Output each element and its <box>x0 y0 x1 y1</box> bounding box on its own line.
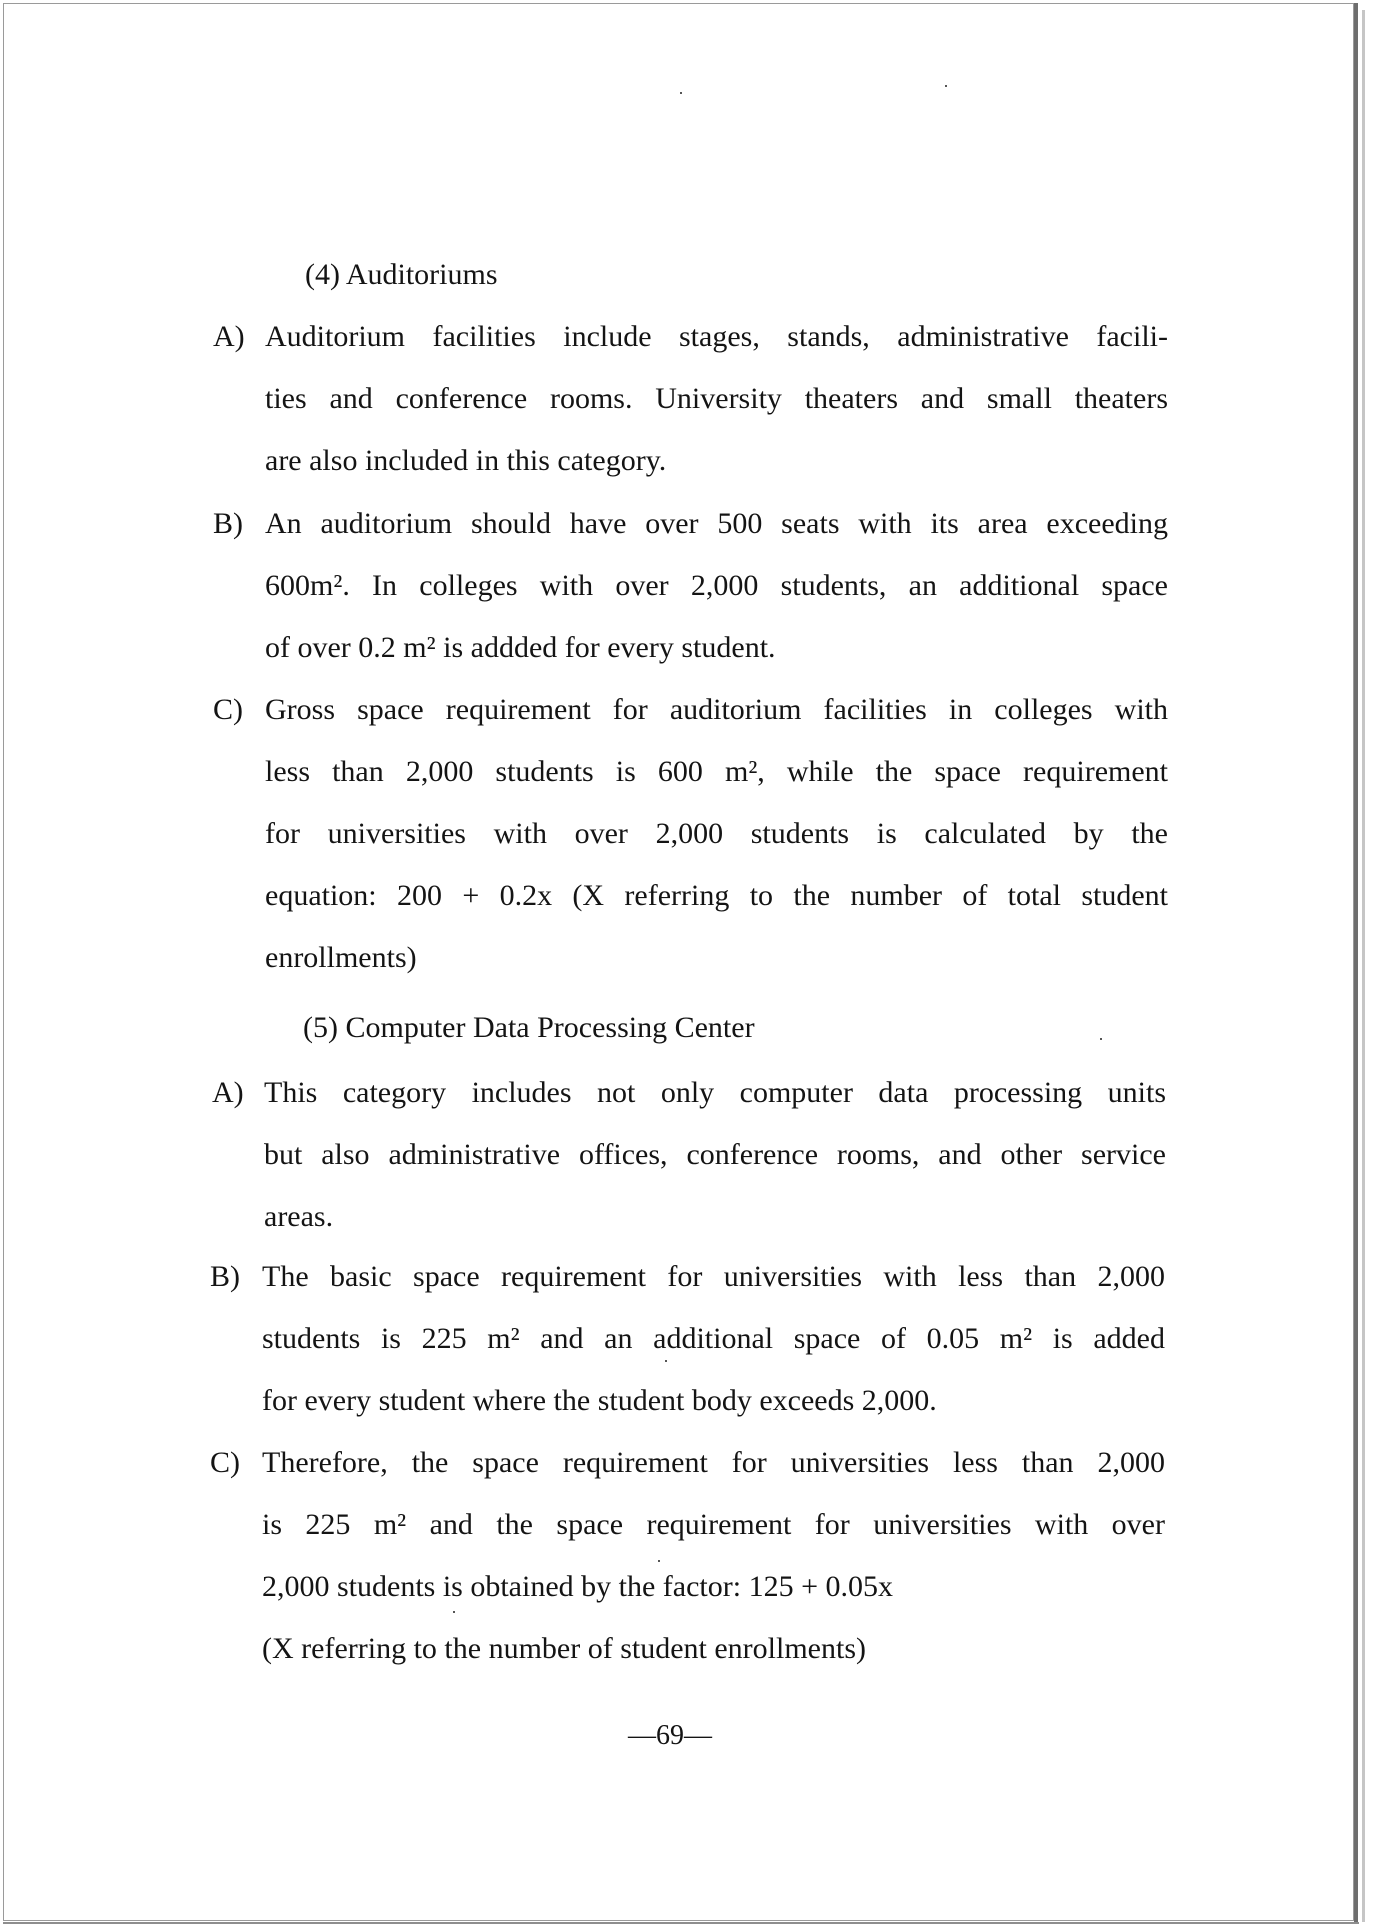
item-text <box>265 493 1168 679</box>
page-number: —69— <box>628 1720 712 1751</box>
item-label: A) <box>213 320 245 353</box>
text-line: An auditorium should have over 500 seats with its area exceeding <box>265 507 1168 540</box>
text-line: are also included in this category. <box>265 444 667 477</box>
text-line: less than 2,000 students is 600 m², while the space requirement <box>265 755 1168 788</box>
text-line: is 225 m² and the space requirement for universities with over <box>262 1508 1165 1541</box>
text-line: (X referring to the number of student enrollments) <box>262 1632 866 1665</box>
text-line: The basic space requirement for universities with less than 2,000 <box>262 1260 1165 1293</box>
section-heading: (4) Auditoriums <box>305 258 498 291</box>
text-line: 600m². In colleges with over 2,000 students, an additional space <box>265 569 1168 602</box>
scan-speck <box>1100 1038 1102 1040</box>
item-text <box>262 1246 1165 1432</box>
item-text <box>262 1432 1165 1680</box>
item-text <box>265 306 1168 492</box>
item-text <box>265 679 1168 989</box>
text-line: Gross space requirement for auditorium facilities in colleges with <box>265 693 1168 726</box>
item-label: B) <box>210 1260 240 1293</box>
item-label: A) <box>212 1076 244 1109</box>
text-line: This category includes not only computer data processing units <box>264 1076 1166 1109</box>
text-line: equation: 200 + 0.2x (X referring to the number of total student <box>265 879 1168 912</box>
text-line: Therefore, the space requirement for universities less than 2,000 <box>262 1446 1165 1479</box>
text-line: of over 0.2 m² is addded for every student. <box>265 631 776 664</box>
item-label: C) <box>210 1446 240 1479</box>
page-edge-shadow <box>1354 3 1358 1923</box>
page-edge-shadow <box>3 1922 1359 1924</box>
page-edge-shadow <box>1362 10 1365 1922</box>
text-line: for every student where the student body exceeds 2,000. <box>262 1384 937 1417</box>
text-line: students is 225 m² and an additional space of 0.05 m² is added <box>262 1322 1165 1355</box>
item-text <box>264 1062 1166 1248</box>
item-label: B) <box>213 507 243 540</box>
text-line: but also administrative offices, conference rooms, and other service <box>264 1138 1166 1171</box>
text-line: enrollments) <box>265 941 417 974</box>
text-line: 2,000 students is obtained by the factor: 125 + 0.05x <box>262 1570 893 1603</box>
text-line: Auditorium facilities include stages, stands, administrative facili- <box>265 320 1168 353</box>
scan-speck <box>680 92 682 94</box>
scan-speck <box>945 85 947 87</box>
text-line: ties and conference rooms. University theaters and small theaters <box>265 382 1168 415</box>
text-line: for universities with over 2,000 students is calculated by the <box>265 817 1168 850</box>
section-heading: (5) Computer Data Processing Center <box>303 1011 755 1044</box>
text-line: areas. <box>264 1200 334 1233</box>
item-label: C) <box>213 693 243 726</box>
